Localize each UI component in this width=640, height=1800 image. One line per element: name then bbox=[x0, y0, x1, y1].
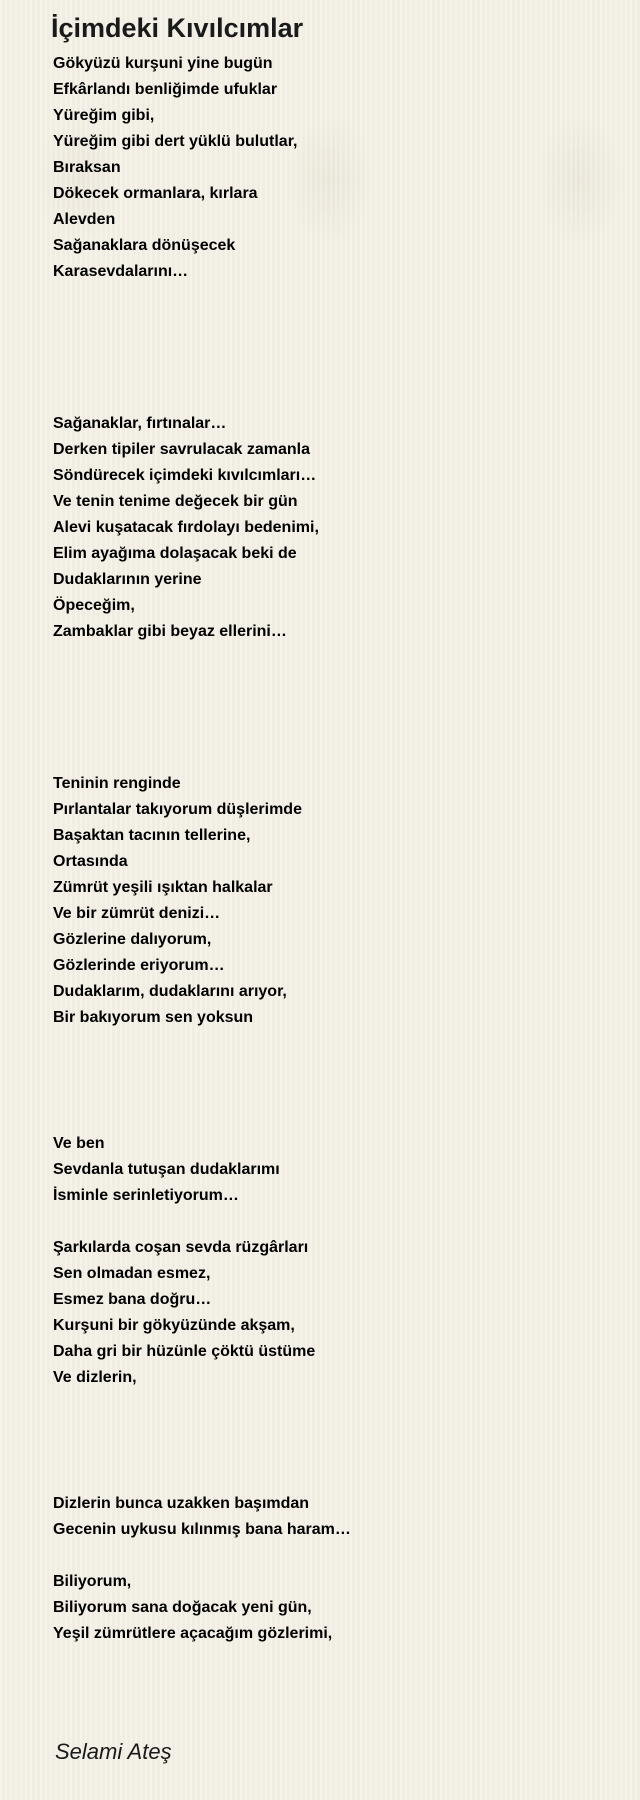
poem-line: Pırlantalar takıyorum düşlerimde bbox=[53, 801, 302, 818]
poem-line: Başaktan tacının tellerine, bbox=[53, 827, 251, 844]
poem-line: Bir bakıyorum sen yoksun bbox=[53, 1009, 254, 1026]
poem-line: Gökyüzü kurşuni yine bugün bbox=[53, 55, 273, 72]
poem-line: Dizlerin bunca uzakken başımdan bbox=[53, 1495, 310, 1512]
poem-line: İsminle serinletiyorum… bbox=[53, 1187, 239, 1204]
poem-line: Esmez bana doğru… bbox=[53, 1291, 212, 1308]
poem-line: Yüreğim gibi, bbox=[53, 107, 155, 124]
poem-line: Biliyorum, bbox=[53, 1573, 132, 1590]
poem-line: Karasevdalarını… bbox=[53, 263, 189, 280]
poem-line: Alevi kuşatacak fırdolayı bedenimi, bbox=[53, 519, 319, 536]
poem-line: Ve bir zümrüt denizi… bbox=[53, 905, 221, 922]
poem-line: Gecenin uykusu kılınmış bana haram… bbox=[53, 1521, 351, 1538]
poem-line: Öpeceğim, bbox=[53, 597, 135, 614]
poem-line: Sağanaklara dönüşecek bbox=[53, 237, 236, 254]
poem-line: Yüreğim gibi dert yüklü bulutlar, bbox=[53, 133, 298, 150]
poem-line: Biliyorum sana doğacak yeni gün, bbox=[53, 1599, 312, 1616]
poem-line: Sen olmadan esmez, bbox=[53, 1265, 211, 1282]
stanza-5 bbox=[53, 1235, 315, 1391]
poem-line: Ve tenin tenime değecek bir gün bbox=[53, 493, 298, 510]
poem-line: Şarkılarda coşan sevda rüzgârları bbox=[53, 1239, 309, 1256]
poem-line: Dudaklarının yerine bbox=[53, 571, 202, 588]
poem-line: Zümrüt yeşili ışıktan halkalar bbox=[53, 879, 273, 896]
poem-line: Derken tipiler savrulacak zamanla bbox=[53, 441, 311, 458]
poem-author: Selami Ateş bbox=[55, 1739, 172, 1764]
poem-line: Daha gri bir hüzünle çöktü üstüme bbox=[53, 1343, 316, 1360]
stanza-4 bbox=[53, 1131, 280, 1209]
stanza-3 bbox=[53, 771, 302, 1031]
poem-line: Sevdanla tutuşan dudaklarımı bbox=[53, 1161, 280, 1178]
poem-line: Dökecek ormanlara, kırlara bbox=[53, 185, 258, 202]
poem-line: Efkârlandı benliğimde ufuklar bbox=[53, 81, 278, 98]
stanza-7 bbox=[53, 1569, 332, 1647]
poem-line: Elim ayağıma dolaşacak beki de bbox=[53, 545, 297, 562]
poem-line: Ortasında bbox=[53, 853, 128, 870]
poem-line: Teninin renginde bbox=[53, 775, 181, 792]
poem-line: Kurşuni bir gökyüzünde akşam, bbox=[53, 1317, 295, 1334]
poem-title: İçimdeki Kıvılcımlar bbox=[51, 13, 304, 43]
poem-line: Gözlerine dalıyorum, bbox=[53, 931, 212, 948]
poem-line: Söndürecek içimdeki kıvılcımları… bbox=[53, 467, 317, 484]
poem-line: Zambaklar gibi beyaz ellerini… bbox=[53, 623, 287, 640]
stanza-2 bbox=[53, 411, 319, 645]
poem-line: Yeşil zümrütlere açacağım gözlerimi, bbox=[53, 1625, 333, 1642]
poem-line: Alevden bbox=[53, 211, 116, 228]
poem-line: Bıraksan bbox=[53, 159, 121, 176]
poem-line: Ve ben bbox=[53, 1135, 105, 1152]
poem-line: Dudaklarım, dudaklarını arıyor, bbox=[53, 983, 287, 1000]
poem-line: Sağanaklar, fırtınalar… bbox=[53, 415, 227, 432]
poem-line: Gözlerinde eriyorum… bbox=[53, 957, 225, 974]
poem-line: Ve dizlerin, bbox=[53, 1369, 137, 1386]
stanza-6 bbox=[53, 1491, 351, 1543]
stanza-1 bbox=[53, 51, 297, 285]
